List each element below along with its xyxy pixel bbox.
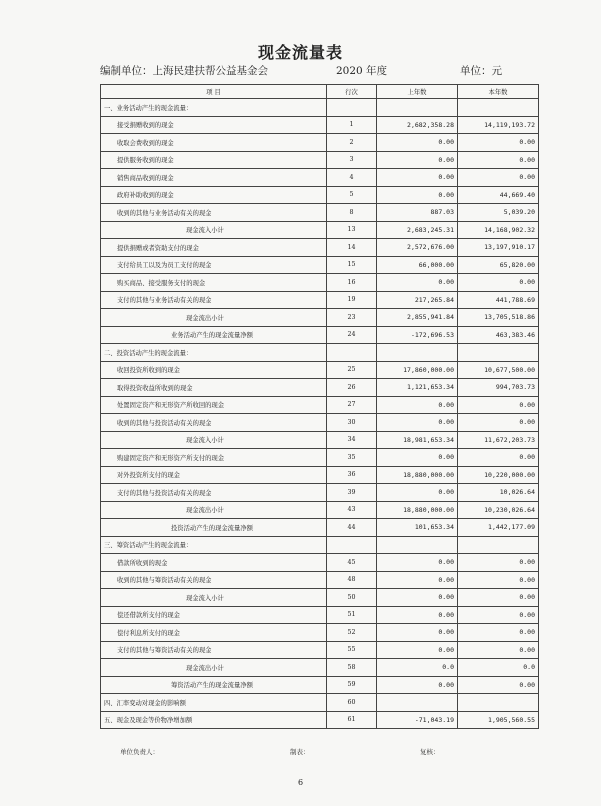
row-prev-year-value: 2,572,676.00 — [377, 239, 458, 257]
row-prev-year-value — [377, 694, 458, 712]
table-row — [101, 221, 539, 239]
row-line-number: 52 — [327, 624, 377, 642]
row-line-number: 59 — [327, 676, 377, 694]
row-prev-year-value: 0.00 — [377, 624, 458, 642]
table-row — [101, 659, 539, 677]
row-line-number: 4 — [327, 169, 377, 187]
row-label: 业务活动产生的现金流量净额 — [101, 326, 327, 344]
row-line-number: 26 — [327, 379, 377, 397]
row-prev-year-value — [377, 536, 458, 554]
table-row — [101, 326, 539, 344]
row-prev-year-value: 0.0 — [377, 659, 458, 677]
row-prev-year-value: 0.00 — [377, 396, 458, 414]
row-prev-year-value: 2,855,941.84 — [377, 309, 458, 327]
row-line-number: 58 — [327, 659, 377, 677]
row-curr-year-value: 0.00 — [458, 414, 539, 432]
row-label: 处置固定资产和无形资产所收回的现金 — [101, 396, 327, 414]
row-label: 支付的其他与筹资活动有关的现金 — [101, 641, 327, 659]
row-label: 一、业务活动产生的现金流量： — [101, 99, 327, 117]
row-line-number: 51 — [327, 606, 377, 624]
row-label: 取得投资收益所收到的现金 — [101, 379, 327, 397]
row-line-number: 25 — [327, 361, 377, 379]
row-label: 借款所收到的现金 — [101, 554, 327, 572]
row-prev-year-value: 0.00 — [377, 414, 458, 432]
row-line-number: 50 — [327, 589, 377, 607]
row-curr-year-value: 0.00 — [458, 589, 539, 607]
row-curr-year-value: 0.00 — [458, 624, 539, 642]
row-curr-year-value: 463,383.46 — [458, 326, 539, 344]
row-prev-year-value: 0.00 — [377, 449, 458, 467]
column-header-item: 项 目 — [101, 85, 327, 99]
row-line-number — [327, 99, 377, 117]
row-line-number: 35 — [327, 449, 377, 467]
row-label: 购买商品、接受服务支付的现金 — [101, 274, 327, 292]
row-label: 提供捐赠或者资助支付的现金 — [101, 239, 327, 257]
row-prev-year-value: 217,265.84 — [377, 291, 458, 309]
row-label: 偿还借款所支付的现金 — [101, 606, 327, 624]
reviewer-label: 复核： — [420, 748, 440, 756]
row-line-number: 3 — [327, 151, 377, 169]
table-row — [101, 624, 539, 642]
table-row — [101, 641, 539, 659]
row-line-number: 24 — [327, 326, 377, 344]
row-label: 提供服务收到的现金 — [101, 151, 327, 169]
table-row — [101, 571, 539, 589]
row-line-number: 13 — [327, 221, 377, 239]
row-line-number: 48 — [327, 571, 377, 589]
table-row — [101, 449, 539, 467]
row-line-number — [327, 536, 377, 554]
row-curr-year-value: 0.00 — [458, 554, 539, 572]
row-prev-year-value: 66,000.00 — [377, 256, 458, 274]
row-curr-year-value: 65,820.00 — [458, 256, 539, 274]
row-label: 现金流入小计 — [101, 431, 327, 449]
row-curr-year-value: 0.00 — [458, 169, 539, 187]
row-label: 三、筹资活动产生的现金流量： — [101, 536, 327, 554]
row-label: 支付的其他与投资活动有关的现金 — [101, 484, 327, 502]
row-curr-year-value — [458, 344, 539, 362]
currency-unit: 单位：元 — [460, 65, 502, 77]
row-label: 现金流出小计 — [101, 659, 327, 677]
row-curr-year-value: 0.00 — [458, 571, 539, 589]
table-row — [101, 396, 539, 414]
row-label: 接受捐赠收到的现金 — [101, 116, 327, 134]
row-prev-year-value: 0.00 — [377, 186, 458, 204]
column-header-prev-year: 上年数 — [377, 85, 458, 99]
table-row — [101, 239, 539, 257]
row-line-number: 30 — [327, 414, 377, 432]
row-curr-year-value: 11,672,203.73 — [458, 431, 539, 449]
row-curr-year-value: 13,197,910.17 — [458, 239, 539, 257]
table-row — [101, 536, 539, 554]
row-line-number: 15 — [327, 256, 377, 274]
table-row — [101, 484, 539, 502]
row-label: 收到的其他与业务活动有关的现金 — [101, 204, 327, 222]
row-label: 筹资活动产生的现金流量净额 — [101, 676, 327, 694]
row-curr-year-value — [458, 99, 539, 117]
table-row — [101, 379, 539, 397]
row-prev-year-value: 1,121,653.34 — [377, 379, 458, 397]
row-prev-year-value: 0.00 — [377, 484, 458, 502]
row-prev-year-value: 0.00 — [377, 274, 458, 292]
table-row — [101, 204, 539, 222]
table-row — [101, 344, 539, 362]
row-label: 四、汇率变动对现金的影响额 — [101, 694, 327, 712]
table-body — [101, 99, 539, 729]
row-prev-year-value: -71,043.19 — [377, 711, 458, 729]
row-curr-year-value: 10,230,026.64 — [458, 501, 539, 519]
document-meta — [100, 63, 540, 77]
row-prev-year-value: 0.00 — [377, 169, 458, 187]
table-row — [101, 361, 539, 379]
row-curr-year-value: 0.00 — [458, 151, 539, 169]
table-row — [101, 676, 539, 694]
row-label: 偿付利息所支付的现金 — [101, 624, 327, 642]
row-label: 购建固定资产和无形资产所支付的现金 — [101, 449, 327, 467]
row-line-number: 14 — [327, 239, 377, 257]
preparer-label: 制表： — [290, 748, 310, 756]
table-row — [101, 274, 539, 292]
row-line-number: 23 — [327, 309, 377, 327]
row-line-number — [327, 344, 377, 362]
row-curr-year-value: 0.00 — [458, 449, 539, 467]
row-line-number: 39 — [327, 484, 377, 502]
row-curr-year-value: 10,220,000.00 — [458, 466, 539, 484]
row-label: 二、投资活动产生的现金流量： — [101, 344, 327, 362]
table-row — [101, 134, 539, 152]
row-prev-year-value: 0.00 — [377, 151, 458, 169]
row-curr-year-value: 1,442,177.09 — [458, 519, 539, 537]
row-line-number: 44 — [327, 519, 377, 537]
row-prev-year-value — [377, 99, 458, 117]
row-prev-year-value: 2,682,358.28 — [377, 116, 458, 134]
row-label: 现金流入小计 — [101, 589, 327, 607]
row-prev-year-value: -172,696.53 — [377, 326, 458, 344]
row-label: 对外投资所支付的现金 — [101, 466, 327, 484]
table-row — [101, 694, 539, 712]
row-label: 销售商品收到的现金 — [101, 169, 327, 187]
row-prev-year-value: 18,981,653.34 — [377, 431, 458, 449]
row-prev-year-value: 2,683,245.31 — [377, 221, 458, 239]
row-curr-year-value: 0.00 — [458, 396, 539, 414]
row-line-number: 27 — [327, 396, 377, 414]
row-line-number: 61 — [327, 711, 377, 729]
row-line-number: 2 — [327, 134, 377, 152]
table-row — [101, 466, 539, 484]
row-curr-year-value: 14,168,902.32 — [458, 221, 539, 239]
table-row — [101, 116, 539, 134]
row-curr-year-value: 0.00 — [458, 134, 539, 152]
table-row — [101, 309, 539, 327]
row-curr-year-value: 1,905,560.55 — [458, 711, 539, 729]
row-line-number: 45 — [327, 554, 377, 572]
row-prev-year-value: 0.00 — [377, 134, 458, 152]
row-label: 投资活动产生的现金流量净额 — [101, 519, 327, 537]
column-header-curr-year: 本年数 — [458, 85, 539, 99]
row-line-number: 34 — [327, 431, 377, 449]
row-label: 五、现金及现金等价物净增加额 — [101, 711, 327, 729]
row-prev-year-value: 18,880,000.00 — [377, 501, 458, 519]
table-row — [101, 554, 539, 572]
row-curr-year-value: 44,669.40 — [458, 186, 539, 204]
row-prev-year-value: 0.00 — [377, 554, 458, 572]
row-prev-year-value: 101,653.34 — [377, 519, 458, 537]
row-curr-year-value: 0.00 — [458, 676, 539, 694]
row-label: 收取会费收到的现金 — [101, 134, 327, 152]
row-prev-year-value: 17,860,000.00 — [377, 361, 458, 379]
table-row — [101, 169, 539, 187]
cash-flow-table — [100, 84, 539, 729]
row-line-number: 55 — [327, 641, 377, 659]
row-line-number: 43 — [327, 501, 377, 519]
row-curr-year-value — [458, 536, 539, 554]
column-header-line: 行次 — [327, 85, 377, 99]
table-row — [101, 501, 539, 519]
table-row — [101, 431, 539, 449]
row-curr-year-value: 441,788.69 — [458, 291, 539, 309]
table-row — [101, 256, 539, 274]
organization-label: 编制单位：上海民建扶帮公益基金会 — [100, 65, 268, 77]
row-curr-year-value: 0.00 — [458, 606, 539, 624]
row-line-number: 36 — [327, 466, 377, 484]
row-curr-year-value: 0.0 — [458, 659, 539, 677]
document-title: 现金流量表 — [257, 43, 343, 62]
table-row — [101, 589, 539, 607]
row-label: 现金流入小计 — [101, 221, 327, 239]
row-line-number: 19 — [327, 291, 377, 309]
row-line-number: 60 — [327, 694, 377, 712]
row-prev-year-value: 0.00 — [377, 606, 458, 624]
page-number: 6 — [297, 778, 304, 787]
row-curr-year-value: 10,026.64 — [458, 484, 539, 502]
row-curr-year-value: 10,677,500.00 — [458, 361, 539, 379]
row-line-number: 5 — [327, 186, 377, 204]
row-prev-year-value: 0.00 — [377, 676, 458, 694]
responsible-label: 单位负责人： — [120, 748, 159, 756]
row-prev-year-value — [377, 344, 458, 362]
row-curr-year-value: 13,705,518.86 — [458, 309, 539, 327]
row-label: 收到的其他与筹资活动有关的现金 — [101, 571, 327, 589]
table-row — [101, 606, 539, 624]
row-curr-year-value: 0.00 — [458, 641, 539, 659]
row-line-number: 8 — [327, 204, 377, 222]
row-label: 政府补助收到的现金 — [101, 186, 327, 204]
row-label: 支付给员工以及为员工支付的现金 — [101, 256, 327, 274]
row-label: 收回投资所收到的现金 — [101, 361, 327, 379]
row-label: 收到的其他与投资活动有关的现金 — [101, 414, 327, 432]
row-prev-year-value: 18,880,000.00 — [377, 466, 458, 484]
table-header-row — [101, 85, 539, 99]
table-row — [101, 519, 539, 537]
row-prev-year-value: 887.03 — [377, 204, 458, 222]
row-prev-year-value: 0.00 — [377, 571, 458, 589]
row-line-number: 16 — [327, 274, 377, 292]
row-curr-year-value: 5,039.20 — [458, 204, 539, 222]
signature-row — [100, 747, 538, 759]
table-row — [101, 186, 539, 204]
row-prev-year-value: 0.00 — [377, 589, 458, 607]
fiscal-year: 2020 年度 — [336, 65, 388, 77]
row-curr-year-value: 14,119,193.72 — [458, 116, 539, 134]
row-curr-year-value: 994,703.73 — [458, 379, 539, 397]
table-row — [101, 151, 539, 169]
row-line-number: 1 — [327, 116, 377, 134]
table-row — [101, 711, 539, 729]
table-row — [101, 414, 539, 432]
table-row — [101, 99, 539, 117]
row-label: 现金流出小计 — [101, 501, 327, 519]
row-curr-year-value — [458, 694, 539, 712]
row-label: 现金流出小计 — [101, 309, 327, 327]
row-prev-year-value: 0.00 — [377, 641, 458, 659]
row-label: 支付的其他与业务活动有关的现金 — [101, 291, 327, 309]
table-row — [101, 291, 539, 309]
row-curr-year-value: 0.00 — [458, 274, 539, 292]
